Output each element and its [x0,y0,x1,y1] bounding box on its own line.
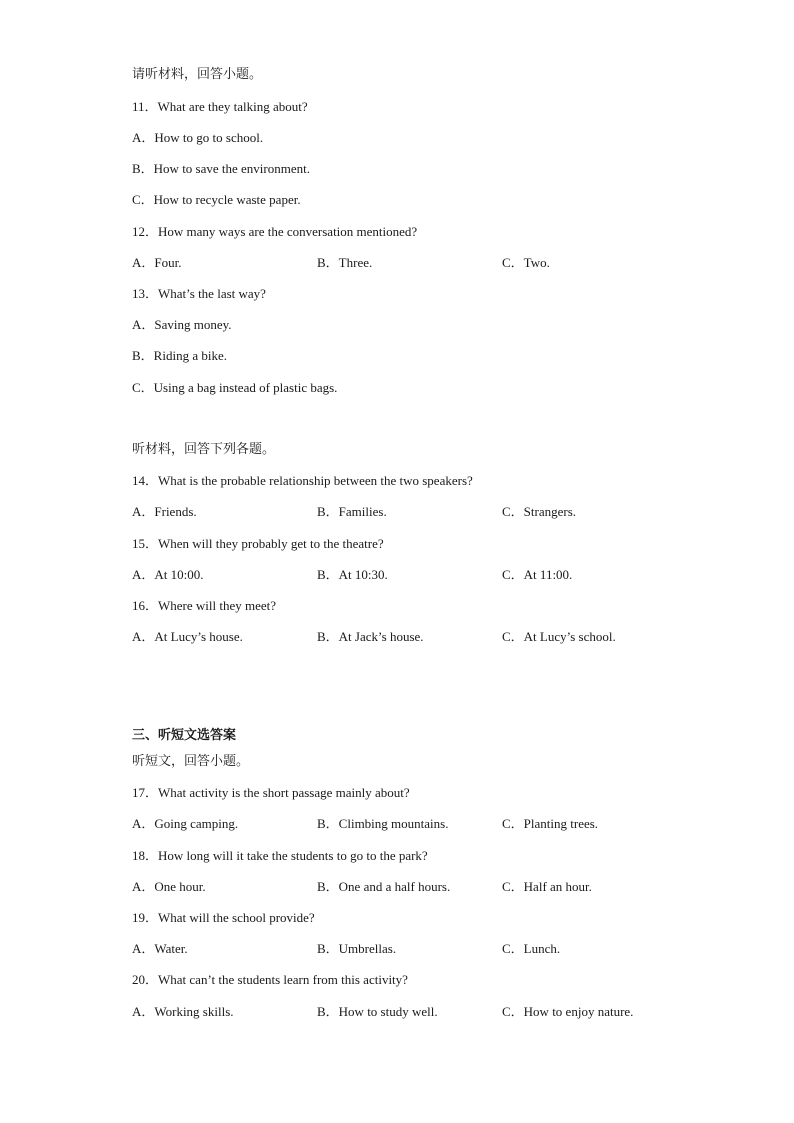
question-18-option-c: C．Half an hour. [502,879,592,894]
question-19-stem: 19．What will the school provide? [132,910,315,925]
question-16-stem: 16．Where will they meet? [132,598,277,613]
question-17-option-c: C．Planting trees. [502,816,599,831]
question-11-option-c: C．How to recycle waste paper. [132,192,301,207]
question-14-option-b: B．Families. [317,504,387,519]
question-11-stem: 11．What are they talking about? [132,99,308,114]
section3-intro: 听短文，回答小题。 [132,754,250,769]
question-16-option-b: B．At Jack’s house. [317,629,424,644]
question-19-option-c: C．Lunch. [502,941,561,956]
question-16-options [132,629,692,645]
section3-heading: 三、听短文选答案 [132,728,237,743]
question-18-stem: 18．How long will it take the students to go to the park? [132,848,428,863]
question-14-options [132,504,692,520]
question-20-option-b: B．How to study well. [317,1004,438,1019]
question-20-option-a: A．Working skills. [132,1004,234,1019]
question-14-option-c: C．Strangers. [502,504,577,519]
question-20-options [132,1004,692,1020]
question-17-option-a: A．Going camping. [132,816,239,831]
question-13-stem: 13．What’s the last way? [132,286,266,301]
question-18-option-a: A．One hour. [132,879,206,894]
question-15-option-a: A．At 10:00. [132,567,204,582]
question-15-option-c: C．At 11:00. [502,567,573,582]
question-13-option-b: B．Riding a bike. [132,348,227,363]
question-17-stem: 17．What activity is the short passage mainly about? [132,785,410,800]
question-19-option-a: A．Water. [132,941,188,956]
question-12-stem: 12．How many ways are the conversation mentioned? [132,224,418,239]
question-14-option-a: A．Friends. [132,504,197,519]
question-15-option-b: B．At 10:30. [317,567,388,582]
question-15-stem: 15．When will they probably get to the theatre? [132,536,384,551]
question-15-options [132,567,692,583]
question-17-options [132,816,692,832]
question-20-option-c: C．How to enjoy nature. [502,1004,634,1019]
question-19-option-b: B．Umbrellas. [317,941,397,956]
question-11-option-b: B．How to save the environment. [132,161,310,176]
question-13-option-a: A．Saving money. [132,317,232,332]
question-14-stem: 14．What is the probable relationship between the two speakers? [132,473,473,488]
section2-intro: 听材料，回答下列各题。 [132,442,276,457]
question-12-option-c: C．Two. [502,255,550,270]
question-17-option-b: B．Climbing mountains. [317,816,449,831]
question-16-option-c: C．At Lucy’s school. [502,629,616,644]
question-11-option-a: A．How to go to school. [132,130,264,145]
question-16-option-a: A．At Lucy’s house. [132,629,243,644]
question-12-option-b: B．Three. [317,255,373,270]
question-19-options [132,941,692,957]
question-13-option-c: C．Using a bag instead of plastic bags. [132,380,338,395]
question-18-option-b: B．One and a half hours. [317,879,451,894]
question-12-option-a: A．Four. [132,255,182,270]
question-20-stem: 20．What can’t the students learn from this activity? [132,972,408,987]
section1-intro: 请听材料，回答小题。 [132,67,263,82]
question-12-options [132,255,692,271]
question-18-options [132,879,692,895]
